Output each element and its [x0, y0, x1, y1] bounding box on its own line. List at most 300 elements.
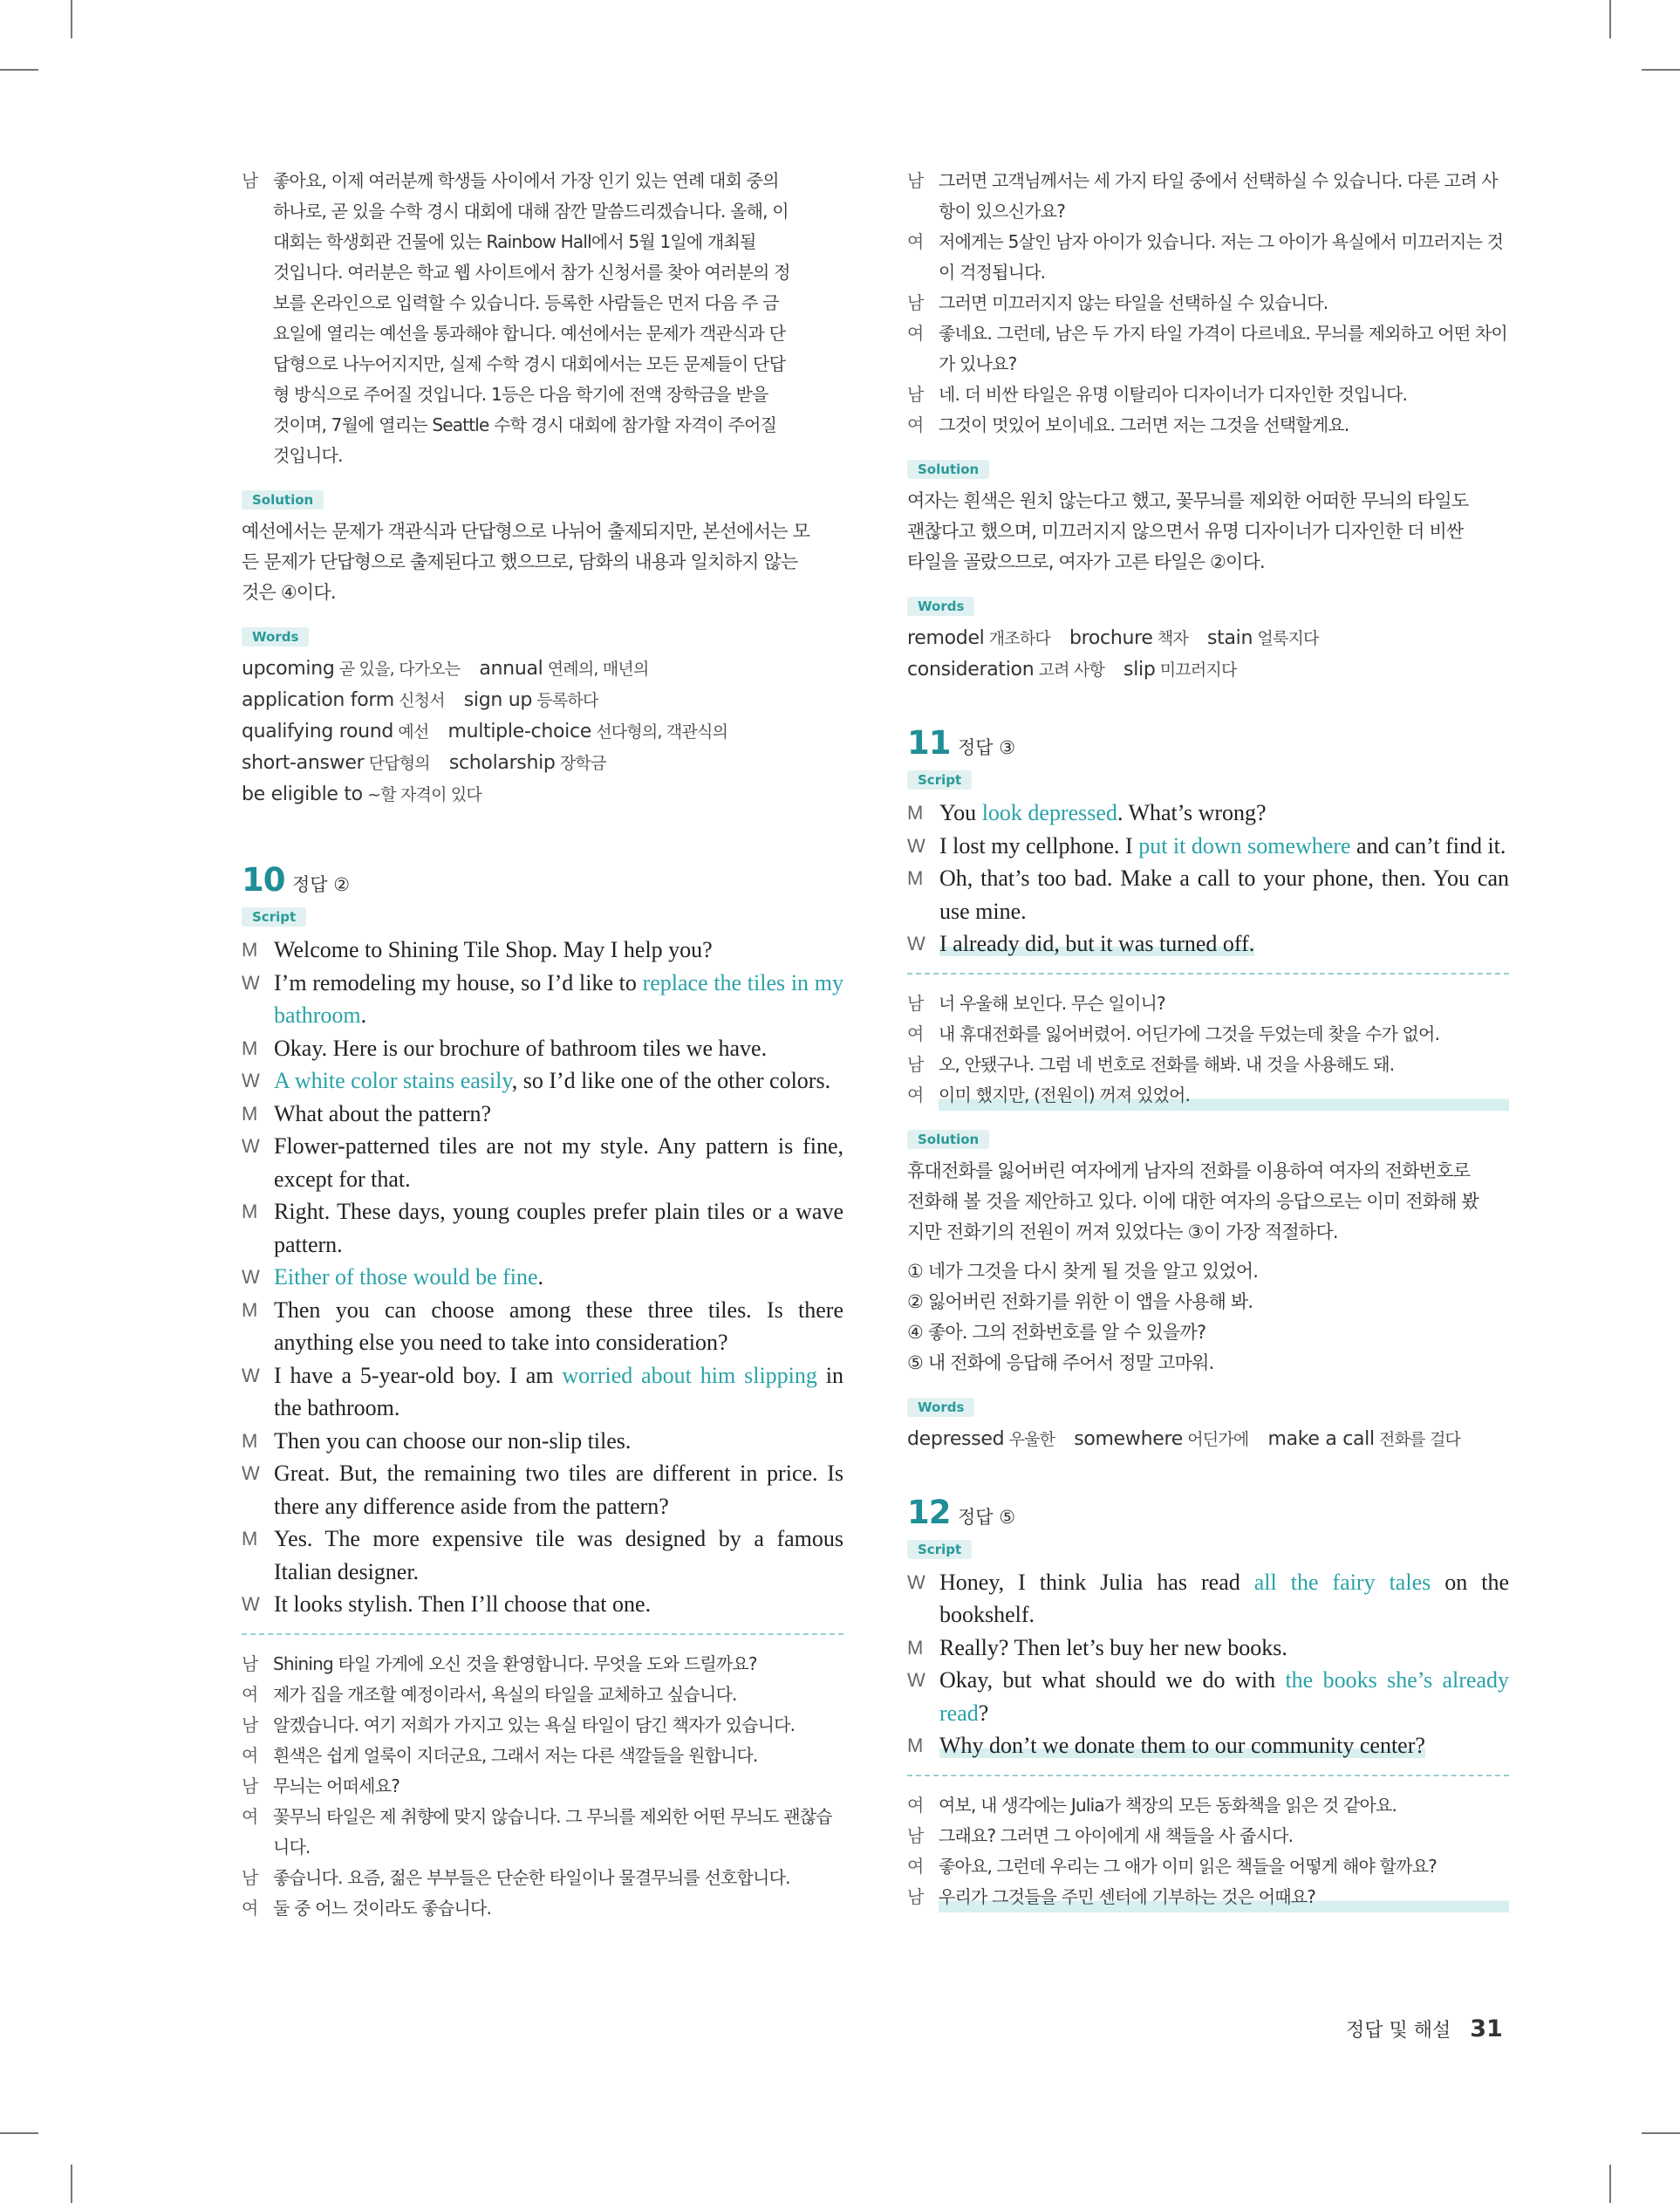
word-entry: [242, 752, 430, 774]
speaker-label: 여: [242, 1805, 258, 1827]
word-entry: [1074, 1428, 1248, 1450]
word-en: slip: [1123, 659, 1156, 681]
script-line: [907, 1566, 1509, 1632]
script-line: [242, 1098, 843, 1131]
question-12-header: [907, 1494, 1509, 1531]
script-segment: and can’t find it.: [1350, 832, 1506, 859]
translation-line: [907, 288, 1509, 318]
script-line: [907, 927, 1509, 961]
word-entry: [907, 1428, 1055, 1450]
word-entry: [242, 783, 481, 805]
word-ko: 개조하다: [984, 629, 1050, 648]
word-en: multiple-choice: [447, 721, 591, 742]
script-text: [274, 1195, 843, 1261]
translation-line: [907, 1050, 1509, 1080]
script-segment: A white color stains easily: [274, 1068, 512, 1093]
word-entry: [242, 658, 460, 680]
translation-line: [907, 380, 1509, 410]
script-line: [242, 1588, 843, 1621]
speaker-label: 여: [907, 1084, 924, 1105]
script-text: [274, 1098, 843, 1131]
translation-line: [907, 1882, 1509, 1912]
crop-mark: [1642, 2132, 1680, 2134]
script-line: [242, 1457, 843, 1522]
script-segment: in the bathroom.: [274, 1362, 843, 1420]
translation-text: 내 휴대전화를 잃어버렸어. 어딘가에 그것을 두었는데 찾을 수가 없어.: [939, 1023, 1440, 1044]
translation-text: 무늬는 어떠세요?: [273, 1775, 400, 1796]
translation-line: [907, 1821, 1509, 1851]
word-entry: [1207, 627, 1319, 649]
solution-tag: Solution: [907, 1130, 989, 1149]
text-line: 예선에서는 문제가 객관식과 단답형으로 나뉘어 출제되지만, 본선에서는 모: [242, 521, 810, 542]
speaker-label: W: [242, 1070, 260, 1091]
script-text: [939, 1664, 1509, 1729]
translation-line: [242, 1741, 843, 1771]
word-ko: 고려 사항: [1034, 660, 1105, 680]
word-entry: [242, 721, 428, 742]
speaker-label: 여: [907, 323, 924, 344]
speaker-label: 남: [907, 384, 924, 405]
prev-script-lines: [273, 166, 843, 471]
speaker-label: 남: [242, 170, 258, 191]
script-segment: .: [360, 1002, 367, 1028]
translation-text: 저에게는 5살인 남자 아이가 있습니다. 저는 그 아이가 욕실에서 미끄러지는 것이 걱정됩니다.: [939, 231, 1504, 283]
word-ko: 전화를 걸다: [1374, 1429, 1461, 1449]
script-segment: , so I’d like one of the other colors.: [511, 1068, 831, 1093]
q11-options: [907, 1256, 1509, 1379]
text-line: ① 네가 그것을 다시 찾게 될 것을 알고 있었어.: [907, 1260, 1259, 1282]
word-entry: [907, 627, 1050, 649]
script-tag: Script: [907, 770, 972, 790]
script-segment: I’m remodeling my house, so I’d like to: [274, 969, 643, 995]
translation-text: 제가 집을 개조할 예정이라서, 욕실의 타일을 교체하고 싶습니다.: [273, 1683, 737, 1705]
dashed-divider: [907, 1775, 1509, 1776]
speaker-label: W: [242, 1593, 260, 1615]
script-line: [242, 1064, 843, 1098]
translation-line: [907, 1851, 1509, 1882]
q11-script: [907, 797, 1509, 961]
speaker-label: M: [242, 939, 258, 961]
translation-text: 좋네요. 그런데, 남은 두 가지 타일 가격이 다르네요. 무늬를 제외하고 어떤 차이가 있나요?: [939, 323, 1507, 374]
word-en: be eligible to: [242, 783, 363, 805]
text-line: 대회는 학생회관 건물에 있는 Rainbow Hall에서 5월 1일에 개최될: [273, 231, 756, 252]
word-en: annual: [479, 658, 543, 680]
script-line: [907, 1664, 1509, 1729]
script-text: [274, 1032, 843, 1065]
translation-text: 꽃무늬 타일은 제 취향에 맞지 않습니다. 그 무늬를 제외한 어떤 무늬도 괜찮습니다.: [273, 1805, 832, 1857]
speaker-label: 남: [907, 1053, 924, 1075]
speaker-label: 남: [907, 1885, 924, 1907]
q11-words-list: [907, 1424, 1509, 1455]
word-entry: [907, 659, 1104, 681]
script-line: [907, 797, 1509, 830]
solution-text: [242, 517, 843, 608]
translation-text: 너 우울해 보인다. 무슨 일이니?: [939, 992, 1165, 1014]
script-line: [242, 1195, 843, 1261]
script-text: [939, 1729, 1509, 1762]
q11-solution-text: [907, 1156, 1509, 1248]
words-row: [907, 654, 1509, 686]
translation-text: 그것이 멋있어 보이네요. 그러면 저는 그것을 선택할게요.: [939, 414, 1349, 435]
script-segment: Honey, I think Julia has read: [939, 1569, 1254, 1595]
script-line: [242, 1522, 843, 1588]
script-segment: Okay. Here is our brochure of bathroom tiles we have.: [274, 1035, 768, 1061]
translation-line: [242, 1802, 843, 1863]
translation-line: [907, 166, 1509, 227]
left-column: [242, 166, 843, 1924]
footer-label: 정답 및 해설: [1346, 2020, 1451, 2042]
text-line: ⑤ 내 전화에 응답해 주어서 정말 고마워.: [907, 1351, 1214, 1373]
speaker-label: M: [242, 1298, 258, 1321]
translation-text: 그래요? 그러면 그 아이에게 새 책들을 사 줍시다.: [939, 1824, 1294, 1846]
text-line: 괜찮다고 했으며, 미끄러지지 않으면서 유명 디자이너가 디자인한 더 비싼: [907, 521, 1464, 542]
q12-script: [907, 1566, 1509, 1762]
translation-line: [907, 1019, 1509, 1050]
words-row: [242, 716, 843, 748]
script-text: [274, 1294, 843, 1359]
script-segment: Welcome to Shining Tile Shop. May I help you?: [274, 937, 713, 962]
word-en: short-answer: [242, 752, 365, 774]
word-ko: 책자: [1152, 629, 1188, 648]
script-text: [939, 797, 1509, 830]
script-tag: Script: [907, 1540, 972, 1559]
word-en: sign up: [463, 689, 533, 711]
speaker-label: W: [907, 834, 925, 857]
script-segment: I lost my cellphone. I: [939, 832, 1139, 859]
text-line: 형 방식으로 주어질 것입니다. 1등은 다음 학기에 전액 장학금을 받을: [273, 384, 768, 405]
speaker-label: W: [242, 1364, 260, 1386]
words-row: [242, 779, 843, 811]
q10-words-list: [907, 623, 1509, 686]
speaker-label: M: [242, 1201, 258, 1222]
solution-tag: Solution: [907, 460, 989, 479]
script-text: [274, 1425, 843, 1458]
dashed-divider: [907, 973, 1509, 975]
word-ko: 신청서: [393, 691, 445, 710]
speaker-label: 남: [907, 992, 924, 1014]
speaker-label: W: [907, 1669, 925, 1691]
q10-translation-continued: [907, 166, 1509, 441]
speaker-label: 여: [907, 1855, 924, 1877]
script-segment: Flower-patterned tiles are not my style. Any pattern is fine, except for that.: [274, 1133, 843, 1192]
script-segment: worried about him slipping: [562, 1362, 817, 1388]
speaker-label: 남: [242, 1652, 258, 1674]
speaker-label: 남: [242, 1866, 258, 1888]
word-en: depressed: [907, 1427, 1005, 1450]
translation-text: 그러면 고객님께서는 세 가지 타일 중에서 선택하실 수 있습니다. 다른 고려 사항이 있으신가요?: [939, 170, 1498, 222]
translation-line: [907, 1790, 1509, 1821]
speaker-label: 여: [907, 231, 924, 252]
word-en: scholarship: [448, 752, 556, 774]
script-segment: .: [537, 1264, 544, 1290]
word-en: make a call: [1267, 1427, 1375, 1450]
script-segment: replace the tiles in my bathroom: [274, 969, 843, 1028]
answer-label: 정답 ⑤: [958, 1506, 1016, 1528]
speaker-label: W: [242, 1266, 260, 1288]
script-text: [274, 934, 843, 967]
crop-mark: [0, 2132, 38, 2134]
translation-line: [907, 1080, 1509, 1111]
word-ko: 등록하다: [532, 691, 598, 710]
word-entry: [449, 752, 606, 774]
script-segment: look depressed: [981, 800, 1117, 825]
word-entry: [479, 658, 648, 680]
translation-text: 오, 안됐구나. 그럼 네 번호로 전화를 해봐. 내 것을 사용해도 돼.: [939, 1053, 1395, 1075]
script-line: [907, 830, 1509, 863]
speaker-label: W: [242, 1135, 260, 1157]
right-column: [907, 166, 1509, 1912]
text-line: 전화해 볼 것을 제안하고 있다. 이에 대한 여자의 응답으로는 이미 전화해 봤: [907, 1190, 1479, 1212]
crop-mark: [1609, 0, 1611, 38]
word-entry: [1123, 659, 1236, 681]
text-line: ② 잃어버린 전화기를 위한 이 앱을 사용해 봐.: [907, 1290, 1253, 1312]
words-row: [907, 1424, 1509, 1455]
script-line: [242, 1425, 843, 1458]
word-ko: 단답형의: [364, 754, 430, 773]
word-entry: [242, 689, 445, 711]
speaker-label: 여: [907, 1023, 924, 1044]
script-text: [939, 1632, 1509, 1665]
text-line: 여자는 흰색은 원치 않는다고 했고, 꽃무늬를 제외한 어떠한 무늬의 타일도: [907, 490, 1469, 511]
script-segment: Then you can choose our non-slip tiles.: [274, 1427, 632, 1454]
text-line: 요일에 열리는 예선을 통과해야 합니다. 예선에서는 문제가 객관식과 단: [273, 323, 786, 344]
crop-mark: [71, 2165, 72, 2203]
word-en: stain: [1207, 627, 1253, 649]
question-number: 10: [242, 861, 285, 899]
page-number: 31: [1470, 2015, 1503, 2042]
script-segment: I have a 5-year-old boy. I am: [274, 1362, 563, 1388]
speaker-label: M: [242, 1429, 258, 1452]
words-tag: Words: [907, 1398, 974, 1417]
script-segment: Great. But, the remaining two tiles are different in price. Is there any difference aside from the pattern?: [274, 1461, 843, 1519]
script-tag: Script: [242, 907, 306, 927]
script-text: [274, 967, 843, 1032]
script-segment: I already did, but it was turned off.: [939, 931, 1255, 956]
translation-text: 흰색은 쉽게 얼룩이 지더군요, 그래서 저는 다른 색깔들을 원합니다.: [273, 1744, 758, 1766]
script-text: [274, 1261, 843, 1294]
word-en: somewhere: [1074, 1427, 1183, 1450]
translation-line: [907, 410, 1509, 441]
script-text: [939, 830, 1509, 863]
script-segment: on the bookshelf.: [939, 1569, 1509, 1627]
word-en: qualifying round: [242, 721, 394, 742]
translation-text: 우리가 그것들을 주민 센터에 기부하는 것은 어때요?: [939, 1882, 1509, 1912]
translation-line: [907, 227, 1509, 288]
speaker-label: W: [242, 1462, 260, 1484]
text-line: 것입니다. 여러분은 학교 웹 사이트에서 참가 신청서를 찾아 여러분의 정: [273, 262, 790, 283]
speaker-label: M: [907, 867, 924, 889]
words-row: [242, 748, 843, 779]
answer-label: 정답 ②: [292, 874, 351, 895]
script-line: [907, 862, 1509, 927]
word-en: upcoming: [242, 658, 335, 680]
text-line: 휴대전화를 잃어버린 여자에게 남자의 전화를 이용하여 여자의 전화번호로: [907, 1160, 1471, 1181]
q12-translation: [907, 1790, 1509, 1912]
word-ko: 곧 있을, 다가오는: [334, 660, 461, 679]
word-en: application form: [242, 689, 394, 711]
crop-mark: [71, 0, 72, 38]
dashed-divider: [242, 1633, 843, 1635]
script-line: [242, 1032, 843, 1065]
text-line: 타일을 골랐으므로, 여자가 고른 타일은 ②이다.: [907, 551, 1265, 572]
script-text: [274, 1522, 843, 1588]
word-entry: [447, 721, 727, 742]
word-en: consideration: [907, 659, 1035, 681]
translation-text: 좋습니다. 요즘, 젊은 부부들은 단순한 타일이나 물결무늬를 선호합니다.: [273, 1866, 790, 1888]
script-line: [242, 934, 843, 967]
text-line: 든 문제가 단답형으로 출제된다고 했으므로, 담화의 내용과 일치하지 않는: [242, 551, 798, 572]
translation-line: [242, 1710, 843, 1741]
script-segment: Oh, that’s too bad. Make a call to your phone, then. You can use mine.: [939, 865, 1509, 924]
translation-text: 알겠습니다. 여기 저희가 가지고 있는 욕실 타일이 담긴 책자가 있습니다.: [273, 1714, 796, 1735]
speaker-label: M: [907, 1734, 924, 1756]
translation-text: Shining 타일 가게에 오신 것을 환영합니다. 무엇을 도와 드릴까요?: [273, 1652, 757, 1674]
text-line: 것은 ④이다.: [242, 582, 336, 603]
script-segment: Really? Then let’s buy her new books.: [939, 1634, 1287, 1660]
speaker-label: 여: [907, 1794, 924, 1816]
speaker-label: W: [242, 971, 260, 994]
text-line: 것입니다.: [273, 445, 343, 466]
translation-line: [242, 1649, 843, 1680]
script-segment: What about the pattern?: [274, 1100, 492, 1126]
script-text: [939, 927, 1509, 961]
text-line: 하나로, 곧 있을 수학 경시 대회에 대해 잠깐 말씀드리겠습니다. 올해, 이: [273, 201, 789, 222]
script-text: [274, 1359, 843, 1425]
script-line: [242, 1130, 843, 1195]
script-segment: all the fairy tales: [1253, 1569, 1431, 1595]
script-line: [242, 1261, 843, 1294]
word-entry: [464, 689, 598, 711]
word-ko: ~할 자격이 있다: [362, 785, 481, 804]
speaker-label: 남: [242, 1714, 258, 1735]
speaker-label: 여: [242, 1683, 258, 1705]
words-row: [242, 653, 843, 685]
script-segment: . What’s wrong?: [1117, 800, 1267, 825]
crop-mark: [1609, 2165, 1611, 2203]
translation-text: 여보, 내 생각에는 Julia가 책장의 모든 동화책을 읽은 것 같아요.: [939, 1794, 1397, 1816]
words-list: [242, 653, 843, 811]
script-segment: Why don’t we donate them to our community center?: [939, 1733, 1425, 1758]
translation-text: 둘 중 어느 것이라도 좋습니다.: [273, 1897, 492, 1919]
speaker-label: W: [907, 1570, 925, 1593]
crop-mark: [0, 69, 38, 71]
speaker-label: 남: [907, 1824, 924, 1846]
word-entry: [1069, 627, 1188, 649]
crop-mark: [1642, 69, 1680, 71]
solution-tag: Solution: [242, 490, 324, 510]
q10-translation: [242, 1649, 843, 1924]
script-segment: It looks stylish. Then I’ll choose that one.: [274, 1591, 652, 1617]
word-ko: 우울한: [1004, 1429, 1055, 1449]
script-text: [939, 1566, 1509, 1632]
speaker-label: 여: [242, 1897, 258, 1919]
word-ko: 미끄러지다: [1155, 660, 1237, 680]
script-segment: the books she’s already read: [939, 1667, 1509, 1726]
speaker-label: M: [242, 1102, 258, 1125]
word-ko: 예선: [393, 722, 429, 742]
script-segment: Okay, but what should we do with: [939, 1667, 1286, 1693]
translation-line: [242, 1893, 843, 1924]
translation-text: 그러면 미끄러지지 않는 타일을 선택하실 수 있습니다.: [939, 292, 1328, 313]
text-line: 지만 전화기의 전원이 꺼져 있었다는 ③이 가장 적절하다.: [907, 1221, 1338, 1242]
question-number: 12: [907, 1493, 951, 1531]
speaker-label: M: [907, 1636, 924, 1659]
text-line: 답형으로 나누어지지만, 실제 수학 경시 대회에서는 모든 문제들이 단답: [273, 353, 786, 374]
script-segment: Then you can choose among these three tiles. Is there anything else you need to take into consideration?: [274, 1296, 843, 1355]
script-text: [939, 862, 1509, 927]
script-segment: Either of those would be fine: [274, 1264, 538, 1290]
translation-line: [907, 318, 1509, 380]
translation-text: 이미 했지만, (전원이) 꺼져 있었어.: [939, 1080, 1509, 1111]
speaker-label: W: [907, 933, 925, 954]
word-ko: 선다형의, 객관식의: [591, 722, 728, 742]
script-line: [242, 967, 843, 1032]
question-11-header: [907, 724, 1509, 762]
prev-script-translation: [242, 166, 843, 471]
speaker-label: 남: [907, 170, 924, 191]
q10-script: [242, 934, 843, 1621]
word-ko: 얼룩지다: [1253, 629, 1319, 648]
script-line: [907, 1729, 1509, 1762]
speaker-label: M: [242, 1528, 258, 1550]
script-line: [907, 1632, 1509, 1665]
word-ko: 어딘가에: [1182, 1429, 1249, 1449]
translation-line: [242, 1771, 843, 1802]
question-10-header: [242, 861, 843, 899]
words-tag: Words: [242, 627, 309, 647]
speaker-label: 여: [907, 414, 924, 435]
translation-text: 네. 더 비싼 타일은 유명 이탈리아 디자이너가 디자인한 것입니다.: [939, 384, 1408, 405]
script-segment: put it down somewhere: [1138, 832, 1351, 859]
speaker-label: 남: [907, 292, 924, 313]
words-row: [907, 623, 1509, 654]
speaker-label: M: [907, 802, 924, 824]
script-segment: Right. These days, young couples prefer plain tiles or a wave pattern.: [274, 1199, 843, 1257]
words-tag: Words: [907, 597, 974, 616]
script-line: [242, 1359, 843, 1425]
text-line: 보를 온라인으로 입력할 수 있습니다. 등록한 사람들은 먼저 다음 주 금: [273, 292, 779, 313]
script-segment: You: [939, 800, 982, 825]
words-row: [242, 685, 843, 716]
script-segment: ?: [978, 1700, 989, 1726]
script-text: [274, 1064, 843, 1098]
speaker-label: M: [242, 1037, 258, 1059]
script-line: [242, 1294, 843, 1359]
script-text: [274, 1457, 843, 1522]
speaker-label: 남: [242, 1775, 258, 1796]
word-ko: 장학금: [555, 754, 606, 773]
text-line: ④ 좋아. 그의 전화번호를 알 수 있을까?: [907, 1321, 1206, 1343]
translation-text: 좋아요, 그런데 우리는 그 애가 이미 읽은 책들을 어떻게 해야 할까요?: [939, 1855, 1437, 1877]
question-number: 11: [907, 724, 951, 762]
word-en: remodel: [907, 627, 985, 649]
script-text: [274, 1588, 843, 1621]
speaker-label: 여: [242, 1744, 258, 1766]
script-text: [274, 1130, 843, 1195]
translation-line: [242, 1863, 843, 1893]
translation-line: [242, 1680, 843, 1710]
word-en: brochure: [1069, 627, 1153, 649]
q10-solution-text: [907, 486, 1509, 578]
q11-translation: [907, 989, 1509, 1111]
text-line: 것이며, 7월에 열리는 Seattle 수학 경시 대회에 참가할 자격이 주어질: [273, 414, 777, 435]
answer-label: 정답 ③: [958, 737, 1016, 758]
translation-line: [907, 989, 1509, 1019]
script-segment: Yes. The more expensive tile was designed by a famous Italian designer.: [274, 1526, 843, 1584]
page-footer: [1346, 2015, 1503, 2042]
word-ko: 연례의, 매년의: [543, 660, 649, 679]
text-line: 좋아요, 이제 여러분께 학생들 사이에서 가장 인기 있는 연례 대회 중의: [273, 170, 779, 191]
